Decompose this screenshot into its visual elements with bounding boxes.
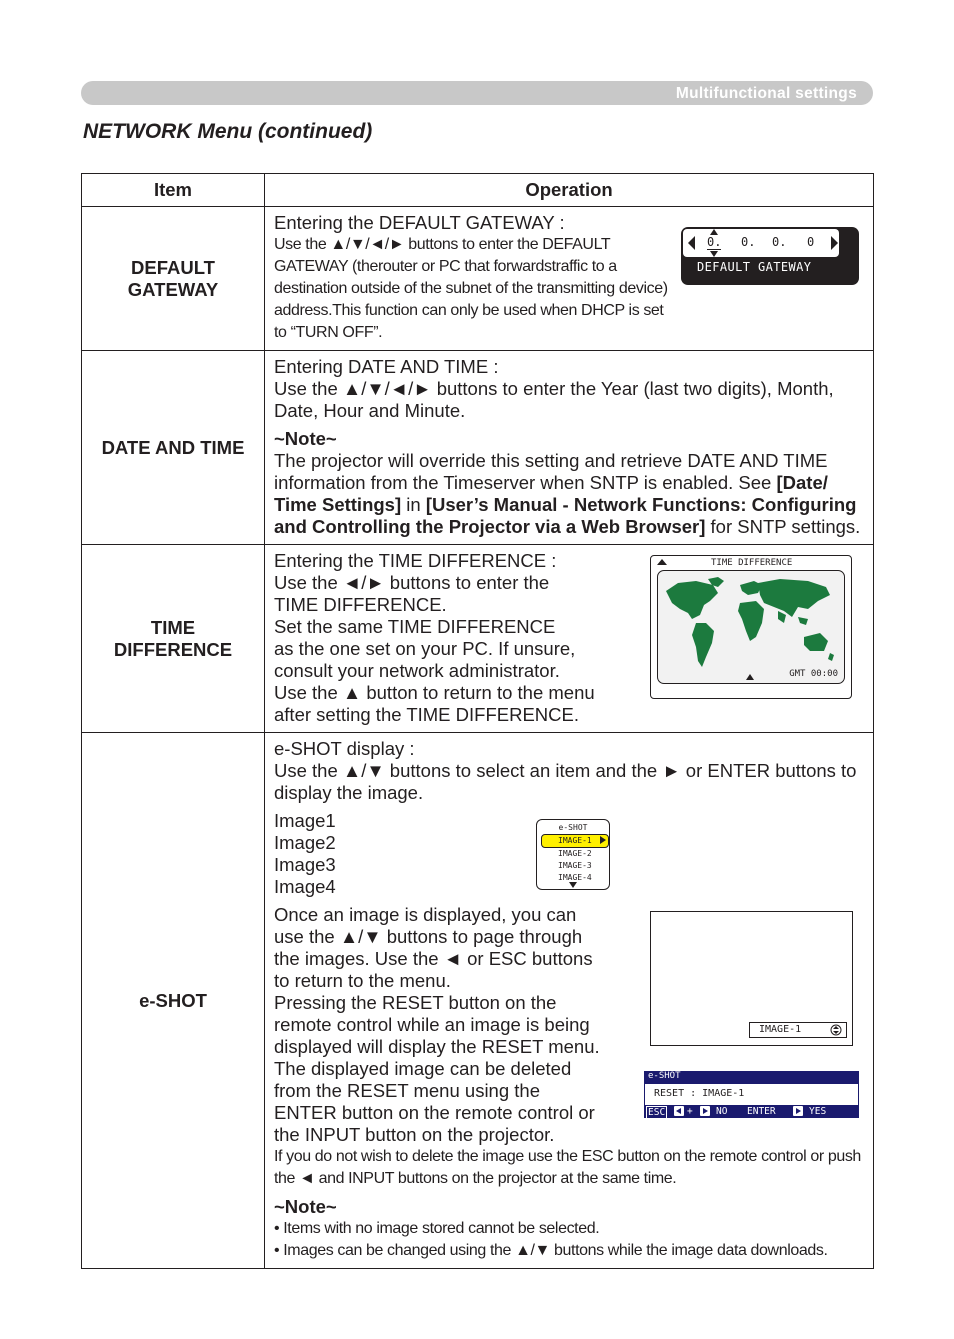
eshot-image-list-item: Image3	[274, 854, 336, 875]
plus-label: +	[687, 1106, 693, 1117]
item-cell-date-and-time	[82, 351, 265, 545]
right-arrow-icon	[600, 836, 606, 844]
gateway-octet-1: 0.	[707, 235, 722, 249]
enter-key-label: ENTER	[747, 1106, 776, 1117]
eshot-line: displayed will display the RESET menu.	[274, 1036, 600, 1057]
timediff-line: TIME DIFFERENCE.	[274, 594, 447, 615]
eshot-line: Once an image is displayed, you can	[274, 904, 577, 925]
operation-cell-time-difference	[265, 545, 874, 733]
item-cell-time-difference	[82, 545, 265, 733]
eshot-note-item: • Items with no image stored cannot be selected.	[274, 1220, 600, 1237]
image-label: IMAGE-1	[759, 1024, 802, 1035]
reset-menu-title: e-SHOT	[644, 1071, 859, 1083]
gateway-octet-3: 0.	[772, 235, 787, 249]
note-text: The projector will override this setting and retrieve DATE AND TIME information from the Timeserver when SNTP is enabled. See	[274, 450, 828, 493]
section-header-label: Multifunctional settings	[675, 85, 857, 102]
eshot-line: Pressing the RESET button on the	[274, 992, 557, 1013]
item-cell-eshot	[82, 733, 265, 1269]
eshot-menu-item: IMAGE-3	[558, 861, 592, 870]
time-difference-screen-title: TIME DIFFERENCE	[711, 558, 793, 568]
timediff-line: Entering the TIME DIFFERENCE :	[274, 550, 557, 571]
no-label: NO	[716, 1106, 728, 1117]
note-ref-date-time-settings: [Date/ Time Settings]	[274, 472, 828, 515]
input-key-icon	[700, 1106, 710, 1116]
reset-target-line: RESET : IMAGE-1	[654, 1088, 745, 1099]
table-row-time-difference	[82, 545, 874, 733]
item-label: DATE AND TIME	[101, 436, 245, 458]
table-row-eshot	[82, 733, 874, 1269]
gateway-description: Use the ▲/▼/◄/► buttons to enter the DEFAULT GATEWAY (therouter or PC that forwardstraffic to a destination outside of the subnet of the transmitting device) address.This function can only be used when DHCP is set to “TURN OFF”.	[274, 236, 668, 341]
item-label-line2: DIFFERENCE	[113, 638, 233, 660]
datetime-description: Use the ▲/▼/◄/► buttons to enter the Year (last two digits), Month, Date, Hour and Minute.	[274, 378, 834, 421]
gateway-octet-2: 0.	[741, 235, 756, 249]
eshot-menu-item: IMAGE-4	[558, 873, 592, 882]
left-key-icon	[674, 1106, 684, 1116]
table-header-row	[82, 174, 874, 207]
column-header-item: Item	[82, 174, 265, 207]
column-header-operation: Operation	[265, 174, 874, 207]
eshot-line: use the ▲/▼ buttons to page through	[274, 926, 583, 947]
gateway-address-field	[683, 229, 839, 257]
eshot-description: Use the ▲/▼ buttons to select an item and the ► or ENTER buttons to display the image.	[274, 760, 857, 803]
eshot-line: remote control while an image is being	[274, 1014, 590, 1035]
gateway-heading: Entering the DEFAULT GATEWAY :	[274, 212, 565, 233]
eshot-line: from the RESET menu using the	[274, 1080, 540, 1101]
eshot-menu-item-selected: IMAGE-1	[558, 836, 592, 845]
operation-cell-default-gateway	[265, 207, 874, 351]
note-text: in	[401, 494, 426, 515]
down-arrow-icon	[569, 882, 577, 888]
reset-menu-screen	[644, 1071, 859, 1118]
eshot-note-item: • Images can be changed using the ▲/▼ buttons while the image data downloads.	[274, 1242, 828, 1259]
up-arrow-icon	[657, 558, 667, 566]
eshot-image-list-item: Image2	[274, 832, 336, 853]
note-ref-users-manual: [User’s Manual - Network Functions: Configuring and Controlling the Projector via a Web Browser]	[274, 494, 857, 537]
eshot-menu-item: IMAGE-2	[558, 849, 592, 858]
item-label-line2: GATEWAY	[127, 278, 219, 300]
item-label: e-SHOT	[139, 989, 207, 1011]
timediff-line: Use the ▲ button to return to the menu	[274, 682, 595, 703]
table-row-default-gateway	[82, 207, 874, 351]
eshot-image-list-item: Image1	[274, 810, 336, 831]
eshot-image-display	[650, 911, 853, 1046]
image-label-box	[749, 1022, 847, 1038]
reset-menu-footer	[644, 1105, 859, 1118]
eshot-menu-screen	[536, 819, 610, 890]
time-difference-screen	[650, 555, 852, 699]
datetime-note-heading: ~Note~	[274, 428, 337, 449]
eshot-image-list-item: Image4	[274, 876, 336, 897]
timediff-line: consult your network administrator.	[274, 660, 560, 681]
eshot-line: the INPUT button on the projector.	[274, 1124, 555, 1145]
timediff-line: Set the same TIME DIFFERENCE	[274, 616, 556, 637]
time-zone-marker-icon	[746, 673, 754, 680]
note-text: for SNTP settings.	[705, 516, 861, 537]
eshot-line: The displayed image can be deleted	[274, 1058, 572, 1079]
table-row-date-and-time	[82, 351, 874, 545]
section-header-bar	[81, 81, 873, 105]
item-label-line1: DEFAULT	[131, 256, 215, 278]
esc-key-label: ESC	[648, 1107, 666, 1118]
eshot-line: to return to the menu.	[274, 970, 451, 991]
eshot-menu-title: e-SHOT	[558, 823, 588, 832]
timediff-line: Use the ◄/► buttons to enter the	[274, 572, 550, 593]
datetime-note	[274, 450, 865, 538]
gmt-offset-readout: GMT 00:00	[789, 669, 838, 679]
world-map-icon	[658, 571, 844, 683]
timediff-line: as the one set on your PC. If unsure,	[274, 638, 576, 659]
page-title: NETWORK Menu (continued)	[83, 120, 373, 143]
yes-label: YES	[809, 1106, 827, 1117]
datetime-heading: Entering DATE AND TIME :	[274, 356, 499, 377]
item-label-line1: TIME	[150, 616, 196, 638]
eshot-delete-instructions: If you do not wish to delete the image use the ESC button on the remote control or push the ◄ and INPUT buttons on the projector at the same time.	[274, 1148, 861, 1187]
operation-cell-date-and-time	[265, 351, 874, 545]
eshot-note-heading: ~Note~	[274, 1196, 337, 1217]
eshot-line: ENTER button on the remote control or	[274, 1102, 595, 1123]
eshot-line: the images. Use the ◄ or ESC buttons	[274, 948, 593, 969]
eshot-heading: e-SHOT display :	[274, 738, 415, 759]
enter-key-icon	[793, 1106, 803, 1116]
default-gateway-screen	[681, 227, 859, 285]
scroll-up-down-icon	[830, 1024, 842, 1036]
network-menu-table	[81, 173, 874, 1269]
timediff-line: after setting the TIME DIFFERENCE.	[274, 704, 579, 725]
world-map-image	[657, 570, 845, 684]
gateway-octet-4: 0	[807, 235, 815, 249]
operation-cell-eshot	[265, 733, 874, 1269]
item-cell-default-gateway	[82, 207, 265, 351]
gateway-screen-label: DEFAULT GATEWAY	[697, 260, 812, 274]
